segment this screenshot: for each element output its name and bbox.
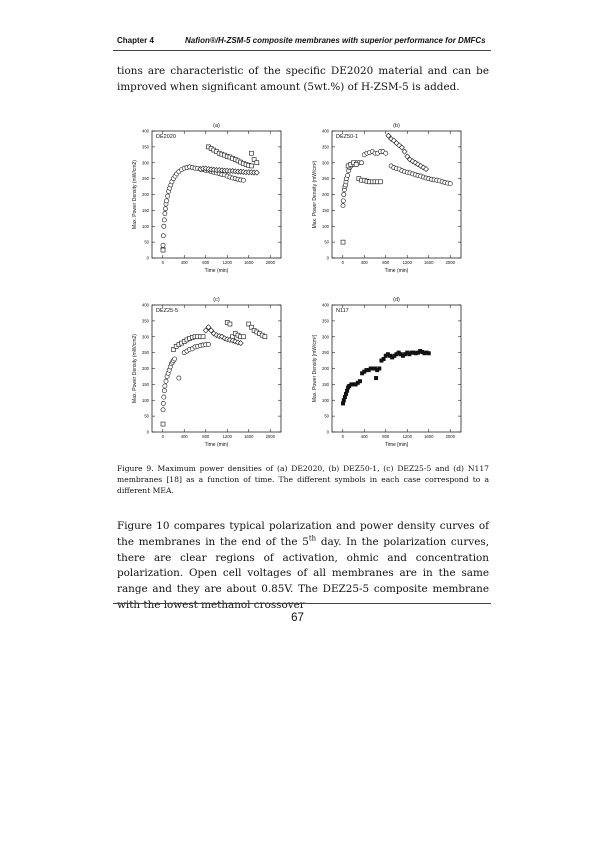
data-point [241, 178, 245, 182]
intro-paragraph: tions are characteristic of the specific DE2020 material and can be improved when significant amount (5wt.%) of H-ZSM-5 is added. [117, 65, 489, 93]
y-tick-label: 200 [142, 192, 149, 197]
y-tick-label: 50 [144, 239, 149, 245]
y-tick-label: 50 [324, 239, 329, 245]
x-tick-label: 400 [180, 260, 188, 265]
data-point [162, 389, 166, 393]
panel-label: (a) [213, 123, 220, 129]
y-tick-label: 150 [322, 207, 329, 213]
data-point [341, 204, 345, 208]
data-point [162, 395, 166, 399]
data-point [163, 384, 167, 388]
panel-label: (d) [393, 297, 400, 303]
data-point [255, 161, 259, 165]
chapter-label: Chapter 4 [117, 36, 154, 45]
y-tick-label: 250 [142, 176, 149, 182]
y-tick-label: 350 [142, 318, 149, 324]
y-tick-label: 100 [142, 223, 149, 229]
x-tick-label: 800 [202, 434, 210, 439]
data-point [241, 335, 245, 339]
x-tick-label: 800 [202, 260, 210, 265]
y-tick-label: 300 [322, 334, 329, 340]
x-tick-label: 0 [341, 434, 344, 439]
y-tick-label: 400 [322, 302, 329, 308]
data-point [374, 376, 378, 380]
data-point [206, 342, 210, 346]
data-point [161, 422, 165, 426]
data-point [201, 335, 205, 339]
figure-caption: Figure 9. Maximum power densities of (a) DE2020, (b) DEZ50-1, (c) DEZ25-5 and (d) N117 membranes [18] as a function of time. The different symbols in each case correspond to a different MEA. [117, 464, 489, 496]
data-point [402, 149, 407, 154]
data-point [249, 151, 253, 155]
data-point [342, 192, 346, 196]
data-point [341, 240, 345, 244]
inset-label: DEZ50-1 [336, 134, 359, 140]
x-tick-label: 1200 [402, 434, 412, 439]
chart-panel [312, 297, 461, 448]
y-tick-label: 100 [142, 397, 149, 403]
x-tick-label: 800 [382, 260, 390, 265]
body-paragraph [117, 519, 489, 614]
data-point [341, 199, 345, 203]
data-point [384, 151, 388, 155]
y-axis-label: Max. Power Density [mW/cm²] [312, 334, 318, 403]
y-tick-label: 150 [142, 381, 149, 387]
y-tick-label: 350 [322, 144, 329, 150]
data-point [345, 173, 349, 177]
y-tick-label: 250 [142, 350, 149, 356]
page-number: 67 [291, 612, 304, 624]
y-tick-label: 200 [142, 366, 149, 371]
y-tick-label: 200 [322, 192, 329, 197]
x-axis-label: Time (min) [384, 268, 409, 274]
y-axis-label: Max. Power Density (mW/cm²) [312, 160, 318, 229]
y-tick-label: 0 [146, 255, 149, 261]
y-tick-label: 250 [322, 350, 329, 356]
data-point [162, 224, 166, 228]
body-text-1: Figure 10 compares typical polarization and power density curves of the membranes in the end of the 5 [117, 520, 489, 548]
y-tick-label: 250 [322, 176, 329, 182]
y-tick-label: 300 [322, 160, 329, 166]
data-point [165, 194, 169, 198]
x-tick-label: 2000 [445, 434, 455, 439]
data-point [228, 322, 232, 326]
data-point [172, 357, 176, 361]
chart-panel [312, 123, 461, 274]
x-tick-label: 1200 [402, 260, 412, 265]
y-axis-label: Max. Power Density (mW/cm2) [132, 334, 138, 403]
y-tick-label: 300 [142, 334, 149, 340]
y-tick-label: 350 [142, 144, 149, 150]
chart-panel [132, 297, 281, 448]
y-tick-label: 100 [322, 223, 329, 229]
footer-rule [113, 603, 491, 604]
y-tick-label: 400 [322, 128, 329, 134]
data-point [161, 401, 165, 405]
x-tick-label: 1200 [222, 260, 232, 265]
data-point [161, 243, 165, 247]
inset-label: N117 [336, 308, 349, 314]
panel-label: (c) [213, 297, 220, 303]
x-axis-label: Time (min) [204, 442, 229, 448]
y-tick-label: 100 [322, 397, 329, 403]
data-point [177, 376, 181, 380]
x-tick-label: 1600 [424, 434, 434, 439]
y-tick-label: 150 [322, 381, 329, 387]
y-axis-label: Max. Power Density (mW/cm2) [132, 160, 138, 229]
y-tick-label: 200 [322, 366, 329, 371]
x-tick-label: 1600 [244, 260, 254, 265]
body-text-2: day. In the polarization curves, there are clear regions of activation, ohmic and concentration polarization. Open cell voltages of all membranes are in the same range and they are about 0.85V. The DEZ25-5 composite membrane with the lowest methanol crossover [117, 535, 489, 611]
plot-frame [332, 305, 461, 432]
x-tick-label: 800 [382, 434, 390, 439]
x-tick-label: 2000 [445, 260, 455, 265]
x-tick-label: 0 [341, 260, 344, 265]
data-point [164, 379, 168, 383]
data-point [163, 207, 167, 211]
panel-label: (b) [393, 123, 400, 129]
data-point [358, 379, 362, 383]
x-tick-label: 2000 [265, 260, 275, 265]
x-tick-label: 1600 [424, 260, 434, 265]
x-tick-label: 2000 [265, 434, 275, 439]
inset-label: DE2020 [156, 134, 176, 140]
data-point [161, 234, 165, 238]
x-tick-label: 400 [360, 260, 368, 265]
data-point [377, 367, 381, 371]
y-tick-label: 50 [144, 413, 149, 419]
inset-label: DEZ25-5 [156, 308, 179, 314]
x-axis-label: Time (min) [204, 268, 229, 274]
x-tick-label: 1200 [222, 434, 232, 439]
body-superscript: th [308, 534, 317, 543]
data-point [427, 351, 431, 355]
x-tick-label: 1600 [244, 434, 254, 439]
y-tick-label: 50 [324, 413, 329, 419]
y-tick-label: 300 [142, 160, 149, 166]
plot-frame [332, 131, 461, 258]
y-tick-label: 0 [326, 429, 329, 435]
y-tick-label: 0 [146, 429, 149, 435]
data-point [359, 161, 363, 165]
data-point [249, 164, 253, 168]
y-tick-label: 0 [326, 255, 329, 261]
data-point [354, 162, 358, 166]
x-tick-label: 400 [360, 434, 368, 439]
y-tick-label: 350 [322, 318, 329, 324]
data-point [161, 248, 165, 252]
data-point [161, 408, 165, 412]
x-tick-label: 400 [180, 434, 188, 439]
data-point [263, 335, 267, 339]
x-axis-label: Time [min] [384, 442, 409, 448]
y-tick-label: 400 [142, 302, 149, 308]
data-point [162, 218, 166, 222]
data-point [448, 182, 452, 186]
data-point [163, 211, 167, 215]
y-tick-label: 150 [142, 207, 149, 213]
data-point [164, 199, 168, 203]
chapter-title: Nafion®/H-ZSM-5 composite membranes with superior performance for DMFCs [185, 36, 486, 45]
chart-panel [132, 123, 281, 274]
x-tick-label: 0 [161, 260, 164, 265]
x-tick-label: 0 [161, 434, 164, 439]
y-tick-label: 400 [142, 128, 149, 134]
data-point [378, 180, 382, 184]
